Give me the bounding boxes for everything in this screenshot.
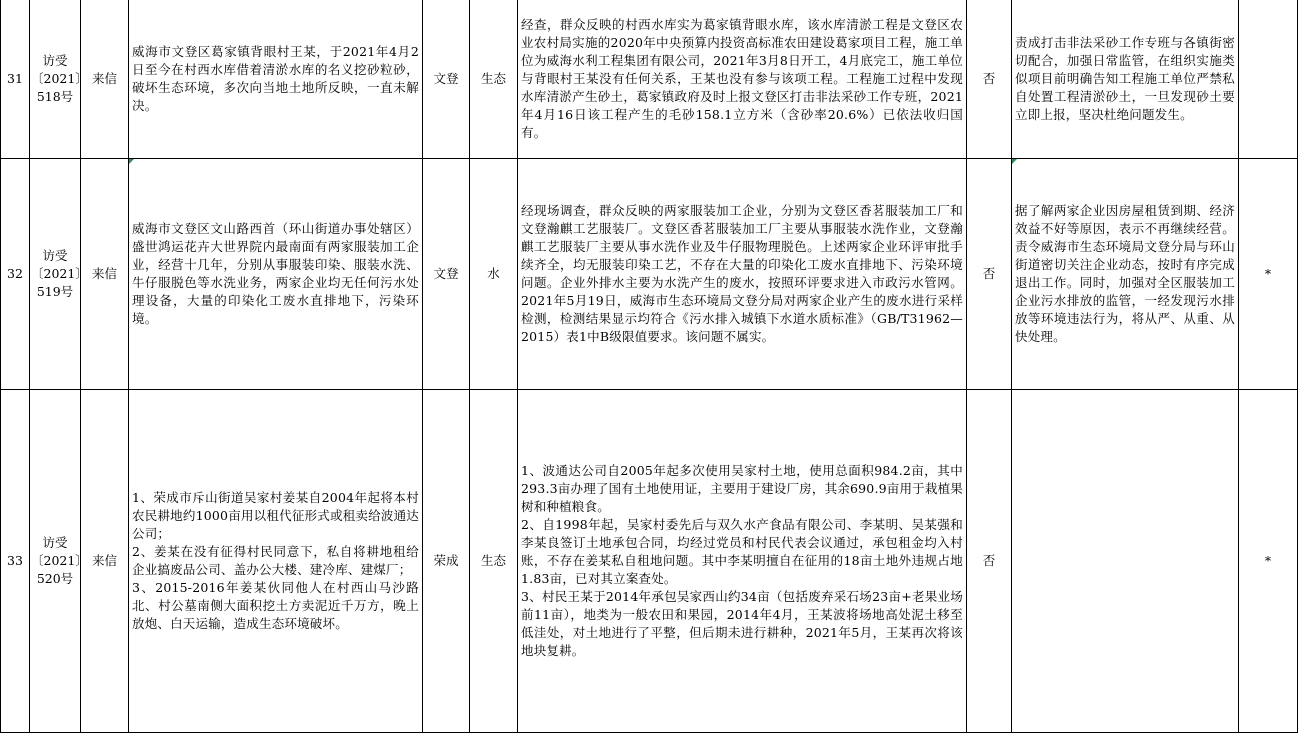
issue-description: [129, 159, 423, 390]
comment-marker[interactable]: [1012, 159, 1017, 164]
table-row: [1, 159, 1298, 390]
row-number: 33: [1, 390, 30, 733]
district: 文登: [423, 0, 470, 159]
source-type: 来信: [81, 0, 129, 159]
district: 文登: [423, 159, 470, 390]
table-row: [1, 0, 1298, 159]
verification-result: 经现场调查，群众反映的两家服装加工企业，分别为文登区香茗服装加工厂和文登瀚麒工艺服装厂。文登区香茗服装加工厂主要从事服装水洗作业，文登瀚麒工艺服装厂主要从事水洗作业及牛仔服物理脱色。上述两家企业环评审批手续齐全，均无服装印染工艺，不存在大量的印染化工废水直排地下、污染环境问题。企业外排水主要为水洗产生的废水，按照环评要求进入市政污水管网。2021年5月19日，威海市生态环境局文登分局对两家企业产生的废水进行采样检测，检测结果显示均符合《污水排入城镇下水道水质标准》（GB/T31962—2015）表1中B级限值要求。该问题不属实。: [518, 159, 967, 390]
verification-result: 1、波通达公司自2005年起多次使用吴家村土地，使用总面积984.2亩，其中293.3亩办理了国有土地使用证，主要用于建设厂房，其余690.9亩用于栽植果树和种植粮食。 2、自1998年起，吴家村委先后与双久水产食品有限公司、李某明、吴某强和李某良签订土地承包合同，均经过党员和村民代表会议通过，承包租金均入村账，不存在姜某私自租地问题。其中李某明擅自在征用的18亩土地外违规占地1.83亩，已对其立案查处。 3、村民王某于2014年承包吴家西山约34亩（包括废弃采石场23亩+老果业场前11亩），地类为一般农田和果园，2014年4月，王某波将场地高处泥土移至低洼处，对土地进行了平整，但后期未进行耕种，2021年5月，王某再次将该地块复耕。: [518, 390, 967, 733]
row-number: 31: [1, 0, 30, 159]
is-true: 否: [967, 0, 1012, 159]
handling-measures: [1012, 390, 1239, 733]
category: 水: [470, 159, 518, 390]
verification-result: 经查，群众反映的村西水库实为葛家镇背眼水库，该水库清淤工程是文登区农业农村局实施的2020年中央预算内投资高标准农田建设葛家项目工程，施工单位为威海水利工程集团有限公司，2021年3月8日开工，4月底完工，施工单位与背眼村王某没有任何关系，王某也没有参与该项工程。工程施工过程中发现水库清淤产生砂土，葛家镇政府及时上报文登区打击非法采砂工作专班，2021年4月16日该工程产生的毛砂158.1立方米（含砂率20.6%）已依法收归国有。: [518, 0, 967, 159]
table-row: [1, 390, 1298, 733]
case-id: 访受〔2021〕519号: [30, 159, 81, 390]
is-true: 否: [967, 390, 1012, 733]
case-id: 访受〔2021〕520号: [30, 390, 81, 733]
issue-description: 1、荣成市斥山街道吴家村姜某自2004年起将本村农民耕地约1000亩用以租代征形式或租卖给波通达公司； 2、姜某在没有征得村民同意下，私自将耕地租给企业搞废品公司、盖办公大楼、建冷库、建煤厂； 3、2015-2016年姜某伙同他人在村西山马沙路北、村公墓南侧大面积挖土方卖泥近千万方，晚上放炮、白天运输，造成生态环境破坏。: [129, 390, 423, 733]
category: 生态: [470, 390, 518, 733]
remark: *: [1239, 159, 1298, 390]
is-true: 否: [967, 159, 1012, 390]
issue-text: 威海市文登区文山路西首（环山街道办事处辖区）盛世鸿运花卉大世界院内最南面有两家服装加工企业，经营十几年，分别从事服装印染、服装水洗、牛仔服脱色等水洗业务，两家企业均无任何污水处理设备，大量的印染化工废水直排地下，污染环境。: [132, 221, 419, 326]
source-type: 来信: [81, 390, 129, 733]
remark: [1239, 0, 1298, 159]
category: 生态: [470, 0, 518, 159]
issue-description: 威海市文登区葛家镇背眼村王某，于2021年4月2日至今在村西水库借着清淤水库的名义挖砂粒砂，破坏生态环境，多次向当地土地所反映，一直未解决。: [129, 0, 423, 159]
district: 荣成: [423, 390, 470, 733]
source-type: 来信: [81, 159, 129, 390]
handling-text: 据了解两家企业因房屋租赁到期、经济效益不好等原因，表示不再继续经营。责令威海市生态环境局文登分局与环山街道密切关注企业动态，按时有序完成退出工作。同时，加强对全区服装加工企业污水排放的监管，一经发现污水排放等环境违法行为，将从严、从重、从快处理。: [1015, 203, 1235, 344]
case-id: 访受〔2021〕518号: [30, 0, 81, 159]
remark: *: [1239, 390, 1298, 733]
handling-measures: [1012, 159, 1239, 390]
row-number: 32: [1, 159, 30, 390]
handling-measures: 责成打击非法采砂工作专班与各镇街密切配合，加强日常监管，在组织实施类似项目前明确告知工程施工单位严禁私自处置工程清淤砂土，一旦发现砂土要立即上报，坚决杜绝问题发生。: [1012, 0, 1239, 159]
comment-marker[interactable]: [129, 159, 134, 164]
